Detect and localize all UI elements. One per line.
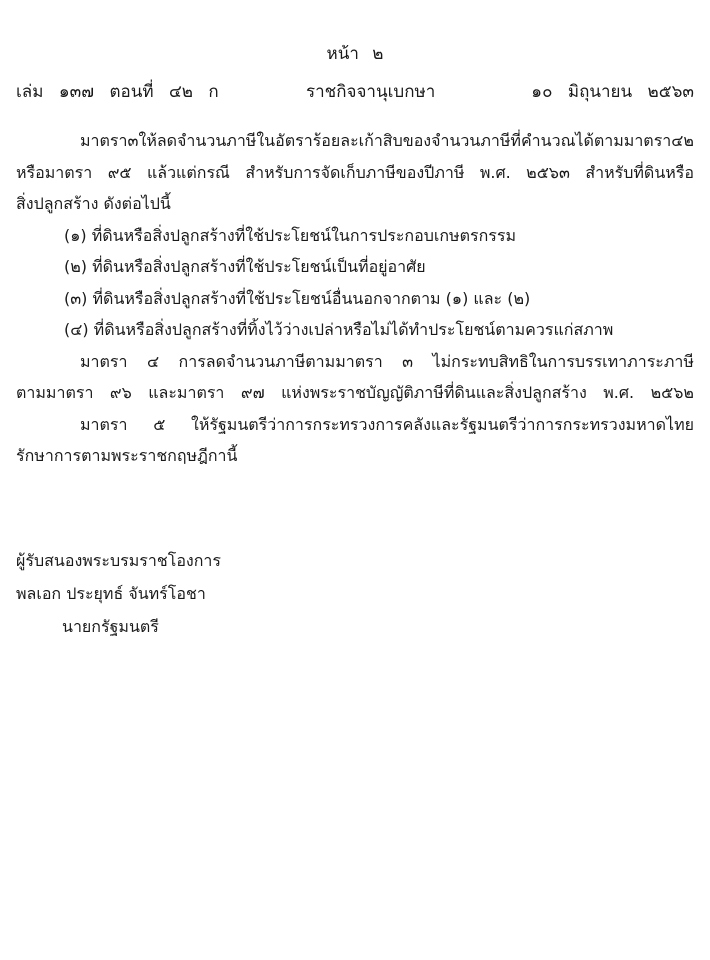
publication-date [521,78,694,105]
page-number [0,40,710,67]
list-item-3: (๓) ที่ดินหรือสิ่งปลูกสร้างที่ใช้ประโยชน์อื่นนอกจากตาม (๑) และ (๒) [64,288,531,308]
list-item-1: (๑) ที่ดินหรือสิ่งปลูกสร้างที่ใช้ประโยชน์ในการประกอบเกษตรกรรม [64,225,516,245]
list-item-2: (๒) ที่ดินหรือสิ่งปลูกสร้างที่ใช้ประโยชน์เป็นที่อยู่อาศัย [64,257,426,276]
volume-number: ๑๓๗ [58,82,95,102]
section-5-line-2: รักษาการตามพระราชกฤษฎีกานี้ [16,446,238,465]
date-month: มิถุนายน [567,82,633,102]
decree-body [16,125,694,472]
section-3-line-1: มาตรา ๓ ให้ลดจำนวนภาษีในอัตราร้อยละเก้าสิบ ของจำนวนภาษีที่คำนวณได้ตามมาตรา ๔๒ [80,131,694,150]
date-year: ๒๕๖๓ [647,82,694,102]
volume-issue [16,78,229,105]
date-day: ๑๐ [531,82,553,102]
gazette-name: ราชกิจจานุเบกษา [306,82,436,102]
issue-number: ๔๒ [168,82,194,102]
issue-section: ก [208,82,219,102]
volume-label: เล่ม [16,82,44,102]
issue-label: ตอนที่ [109,82,154,102]
list-item-4: (๔) ที่ดินหรือสิ่งปลูกสร้างที่ทิ้งไว้ว่างเปล่าหรือไม่ได้ทำประโยชน์ตามควรแก่สภาพ [64,320,614,339]
page-number-value: ๒ [372,44,384,64]
signatory-name: พลเอก ประยุทธ์ จันทร์โอชา [16,584,206,603]
section-5-line-1: มาตรา ๕ ให้รัฐมนตรีว่าการกระทรวงการคลังและรัฐมนตรีว่าการกระทรวงมหาดไทย [80,414,694,434]
section-4-line-1: มาตรา ๔ การลดจำนวนภาษีตามมาตรา ๓ ไม่กระทบสิทธิในการบรรเทาภาระภาษี [80,351,694,371]
signatory-title: นายกรัฐมนตรี [62,617,159,636]
countersign-label: ผู้รับสนองพระบรมราชโองการ [16,551,221,570]
page-label: หน้า [326,44,359,64]
section-3-line-3: สิ่งปลูกสร้าง ดังต่อไปนี้ [16,194,171,213]
section-4-line-2: ตามมาตรา ๙๖ และมาตรา ๙๗ แห่งพระราชบัญญัติภาษีที่ดินและสิ่งปลูกสร้าง พ.ศ. ๒๕๖๒ [16,383,694,402]
signature-block [16,544,416,643]
gazette-header [16,78,694,102]
section-3-line-2: หรือมาตรา ๙๕ แล้วแต่กรณี สำหรับการจัดเก็บภาษีของปีภาษี พ.ศ. ๒๕๖๓ สำหรับที่ดินหรือ [16,162,694,182]
